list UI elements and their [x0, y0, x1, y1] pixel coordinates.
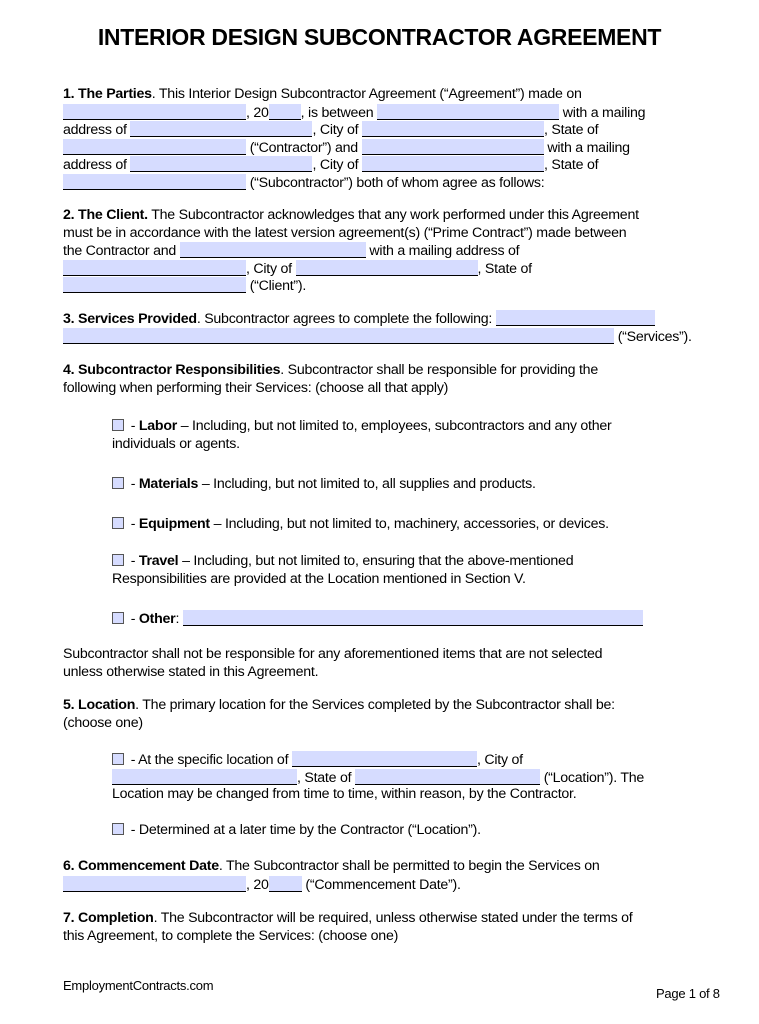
- option-equipment: [112, 516, 712, 534]
- text: (“Contractor”) and: [249, 139, 358, 156]
- text: -: [127, 418, 139, 434]
- text: Responsibilities are provided at the Location mentioned in Section V.: [112, 570, 526, 587]
- text: – Including, but not limited to, employees, subcontractors and any other: [177, 418, 612, 434]
- commencement-date-field[interactable]: [63, 876, 246, 892]
- text: the Contractor and: [63, 243, 177, 259]
- text: . The Subcontractor will be required, unless otherwise stated under the terms of: [153, 910, 633, 926]
- text: with a mailing: [562, 104, 646, 121]
- client-state-field[interactable]: [63, 277, 246, 293]
- option-other: [112, 610, 712, 628]
- text: , State of: [297, 769, 352, 786]
- text: , State of: [477, 260, 532, 277]
- text: – Including, but not limited to, machinery, accessories, or devices.: [209, 516, 609, 532]
- client-city-field[interactable]: [296, 260, 478, 276]
- text: address of: [63, 157, 127, 173]
- materials-checkbox[interactable]: [112, 477, 124, 489]
- section-heading: 3. Services Provided: [63, 311, 197, 327]
- text: – Including, but not limited to, all supplies and products.: [198, 476, 536, 492]
- text: . Subcontractor agrees to complete the following:: [196, 311, 493, 327]
- contractor-city-field[interactable]: [362, 121, 544, 137]
- text: - Determined at a later time by the Contractor (“Location”).: [127, 822, 481, 838]
- subcontractor-state-field[interactable]: [63, 174, 246, 190]
- text: with a mailing address of: [369, 243, 520, 259]
- text: -: [127, 611, 139, 627]
- option-materials: [112, 476, 712, 494]
- text: (choose one): [63, 714, 143, 731]
- text: . This Interior Design Subcontractor Agreement (“Agreement”) made on: [151, 86, 582, 102]
- section-commencement: [63, 858, 713, 893]
- footer-site: EmploymentContracts.com: [63, 978, 214, 993]
- text: unless otherwise stated in this Agreement.: [63, 663, 319, 680]
- location-state-field[interactable]: [355, 769, 540, 785]
- section-heading: 4. Subcontractor Responsibilities: [63, 362, 281, 378]
- subcontractor-name-field[interactable]: [362, 139, 544, 155]
- section-heading: 1. The Parties: [63, 86, 152, 102]
- option-label: Other: [138, 611, 176, 627]
- text: , City of: [246, 260, 292, 277]
- travel-checkbox[interactable]: [112, 554, 124, 566]
- text: (“Subcontractor”) both of whom agree as follows:: [249, 174, 545, 191]
- section-responsibilities: [63, 362, 713, 397]
- text: Subcontractor shall not be responsible for any aforementioned items that are not selected: [63, 646, 603, 662]
- option-later-location: [112, 822, 712, 840]
- text: -: [127, 476, 139, 492]
- text: , City of: [476, 752, 523, 768]
- page-number: Page 1 of 8: [656, 986, 720, 1001]
- other-checkbox[interactable]: [112, 612, 124, 624]
- agreement-year-field[interactable]: [269, 104, 301, 120]
- contractor-address-field[interactable]: [130, 121, 312, 137]
- labor-checkbox[interactable]: [112, 419, 124, 431]
- section-client: [63, 207, 713, 295]
- text: , City of: [312, 122, 359, 138]
- contractor-name-field[interactable]: [377, 104, 559, 120]
- section-heading: 5. Location: [63, 697, 136, 713]
- text: . The primary location for the Services completed by the Subcontractor shall be:: [135, 697, 615, 713]
- responsibilities-note: [63, 646, 713, 681]
- text: (“Location”). The: [543, 769, 645, 786]
- option-travel: [112, 553, 712, 588]
- text: -: [127, 516, 139, 532]
- option-label: Materials: [138, 476, 199, 492]
- text: , City of: [312, 157, 359, 173]
- text: (“Services”).: [617, 328, 692, 345]
- section-heading: 2. The Client.: [63, 207, 148, 223]
- option-label: Travel: [138, 553, 179, 569]
- text: this Agreement, to complete the Services: (choose one): [63, 927, 399, 944]
- option-specific-location: [112, 751, 712, 804]
- contractor-state-field[interactable]: [63, 139, 246, 155]
- text: , 20: [246, 876, 269, 893]
- services-field-2[interactable]: [63, 328, 614, 344]
- text: following when performing their Services: (choose all that apply): [63, 379, 449, 396]
- section-services: [63, 310, 713, 345]
- text: -: [127, 553, 139, 569]
- text: (“Commencement Date”).: [301, 876, 461, 893]
- section-completion: [63, 910, 713, 945]
- location-city-field[interactable]: [112, 769, 297, 785]
- option-label: Equipment: [138, 516, 210, 532]
- later-location-checkbox[interactable]: [112, 823, 124, 835]
- text: :: [175, 611, 180, 627]
- text: . The Subcontractor shall be permitted to begin the Services on: [218, 858, 600, 874]
- other-responsibility-field[interactable]: [183, 610, 643, 626]
- subcontractor-city-field[interactable]: [362, 156, 544, 172]
- text: Location may be changed from time to time, within reason, by the Contractor.: [112, 786, 577, 802]
- text: , 20: [246, 104, 269, 121]
- section-parties: [63, 86, 713, 191]
- section-heading: 7. Completion: [63, 910, 154, 926]
- option-label: Labor: [138, 418, 178, 434]
- client-address-field[interactable]: [63, 260, 246, 276]
- text: - At the specific location of: [127, 752, 289, 768]
- text: address of: [63, 122, 127, 138]
- text: with a mailing: [547, 139, 630, 156]
- equipment-checkbox[interactable]: [112, 517, 124, 529]
- option-labor: [112, 418, 712, 453]
- section-location: [63, 697, 713, 732]
- location-address-field[interactable]: [292, 751, 477, 767]
- text: (“Client”).: [249, 278, 307, 294]
- text: must be in accordance with the latest version agreement(s) (“Prime Contract”) made between: [63, 224, 627, 241]
- client-name-field[interactable]: [180, 242, 366, 258]
- text: individuals or agents.: [112, 435, 240, 452]
- services-field-1[interactable]: [496, 310, 655, 326]
- section-heading: 6. Commencement Date: [63, 858, 219, 874]
- text: The Subcontractor acknowledges that any work performed under this Agreement: [147, 207, 639, 223]
- subcontractor-address-field[interactable]: [130, 156, 312, 172]
- specific-location-checkbox[interactable]: [112, 753, 124, 765]
- commencement-year-field[interactable]: [269, 876, 302, 892]
- text: , State of: [544, 122, 599, 138]
- agreement-date-field[interactable]: [63, 104, 246, 120]
- text: . Subcontractor shall be responsible for providing the: [280, 362, 598, 378]
- text: , State of: [544, 157, 599, 173]
- text: – Including, but not limited to, ensuring that the above-mentioned: [178, 553, 574, 569]
- document-title: INTERIOR DESIGN SUBCONTRACTOR AGREEMENT: [97, 24, 662, 50]
- text: , is between: [300, 104, 374, 121]
